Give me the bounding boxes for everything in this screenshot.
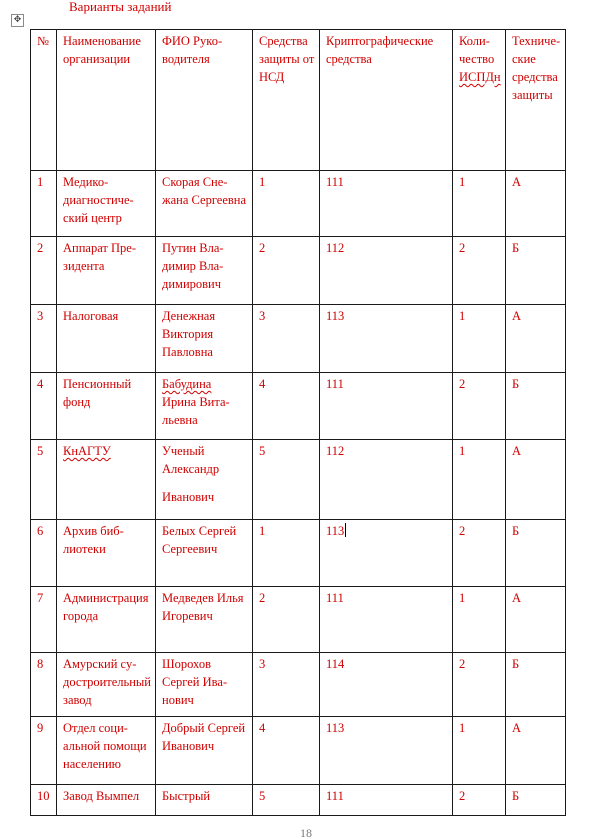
cell-organization: Пенсионный фонд xyxy=(57,373,156,440)
cell-technical: А xyxy=(506,171,566,237)
cell-organization: Медико-диагностический центр xyxy=(57,171,156,237)
director-line-2: Иванович xyxy=(162,490,215,504)
table-row xyxy=(31,373,566,440)
cell-director: Быстрый xyxy=(156,785,253,816)
cell-organization: Завод Вымпел xyxy=(57,785,156,816)
header-row xyxy=(31,30,566,171)
cell-director: Скорая Снежана Сергеевна xyxy=(156,171,253,237)
header-ispdn-label: Количество xyxy=(459,34,495,66)
director-name: Ирина Витальевна xyxy=(162,395,230,427)
cell-technical: Б xyxy=(506,373,566,440)
cell-ispdn: 1 xyxy=(453,587,506,653)
cell-technical: Б xyxy=(506,237,566,305)
cell-nsd: 2 xyxy=(253,587,320,653)
cell-crypto: 114 xyxy=(320,653,453,717)
cell-ispdn: 2 xyxy=(453,373,506,440)
cell-ispdn: 2 xyxy=(453,237,506,305)
cell-organization xyxy=(57,440,156,520)
cell-num: 4 xyxy=(31,373,57,440)
cell-nsd: 1 xyxy=(253,520,320,587)
cell-director xyxy=(156,373,253,440)
text-cursor xyxy=(345,523,346,537)
cell-organization: Отдел социальной помощи населению xyxy=(57,717,156,785)
cell-director: Путин Владимир Владимирович xyxy=(156,237,253,305)
header-director: ФИО Руководителя xyxy=(156,30,253,171)
cell-crypto: 113 xyxy=(320,305,453,373)
cell-nsd: 1 xyxy=(253,171,320,237)
cell-nsd: 4 xyxy=(253,717,320,785)
table-row xyxy=(31,717,566,785)
table-row xyxy=(31,305,566,373)
header-technical-means: Технические средства защиты xyxy=(506,30,566,171)
cell-ispdn: 1 xyxy=(453,171,506,237)
cell-director: Шорохов Сергей Иванович xyxy=(156,653,253,717)
header-crypto: Криптографические средства xyxy=(320,30,453,171)
cell-organization: Администрация города xyxy=(57,587,156,653)
cell-organization: Архив библиотеки xyxy=(57,520,156,587)
cell-nsd: 3 xyxy=(253,305,320,373)
cell-ispdn: 2 xyxy=(453,653,506,717)
page-heading: Варианты заданий xyxy=(69,0,172,14)
director-line-1: Ученый Александр xyxy=(162,444,220,476)
header-nsd-protection: Средства защиты от НСД xyxy=(253,30,320,171)
cell-num: 9 xyxy=(31,717,57,785)
cell-crypto[interactable] xyxy=(320,520,453,587)
cell-crypto: 111 xyxy=(320,373,453,440)
cell-nsd: 3 xyxy=(253,653,320,717)
page-number: 18 xyxy=(300,826,312,839)
table-row xyxy=(31,171,566,237)
variants-table xyxy=(30,29,566,816)
cell-crypto: 111 xyxy=(320,171,453,237)
cell-ispdn: 1 xyxy=(453,305,506,373)
cell-organization: Аппарат Президента xyxy=(57,237,156,305)
cell-num: 10 xyxy=(31,785,57,816)
header-num: № xyxy=(31,30,57,171)
cell-technical: Б xyxy=(506,785,566,816)
cell-director: Медведев Илья Игоревич xyxy=(156,587,253,653)
cell-crypto: 112 xyxy=(320,237,453,305)
cell-director xyxy=(156,440,253,520)
cell-technical: А xyxy=(506,717,566,785)
cell-num: 5 xyxy=(31,440,57,520)
cell-nsd: 5 xyxy=(253,440,320,520)
cell-ispdn: 2 xyxy=(453,520,506,587)
cell-technical: А xyxy=(506,587,566,653)
cell-crypto: 111 xyxy=(320,785,453,816)
cell-num: 6 xyxy=(31,520,57,587)
cell-technical: Б xyxy=(506,653,566,717)
cell-director: Денежная Виктория Павловна xyxy=(156,305,253,373)
header-ispdn-abbr: ИСПДн xyxy=(459,70,501,84)
table-row xyxy=(31,440,566,520)
cell-nsd: 5 xyxy=(253,785,320,816)
table-row xyxy=(31,520,566,587)
cell-num: 1 xyxy=(31,171,57,237)
cell-num: 3 xyxy=(31,305,57,373)
cell-ispdn: 1 xyxy=(453,717,506,785)
cell-nsd: 4 xyxy=(253,373,320,440)
table-move-handle-icon[interactable]: ✥ xyxy=(11,14,24,27)
cell-nsd: 2 xyxy=(253,237,320,305)
cell-organization: Налоговая xyxy=(57,305,156,373)
table-row xyxy=(31,237,566,305)
cell-crypto: 113 xyxy=(320,717,453,785)
organization-name: КнАГТУ xyxy=(63,444,111,458)
cell-num: 8 xyxy=(31,653,57,717)
cell-crypto: 112 xyxy=(320,440,453,520)
table-row xyxy=(31,653,566,717)
table-row xyxy=(31,785,566,816)
cell-director: Добрый Сергей Иванович xyxy=(156,717,253,785)
cell-ispdn: 1 xyxy=(453,440,506,520)
header-organization: Наименование организации xyxy=(57,30,156,171)
table-row xyxy=(31,587,566,653)
cell-director: Белых Сергей Сергеевич xyxy=(156,520,253,587)
cell-technical: Б xyxy=(506,520,566,587)
director-surname: Бабудина xyxy=(162,377,212,391)
cell-organization: Амурский судостроительный завод xyxy=(57,653,156,717)
crypto-value: 113 xyxy=(326,524,345,538)
header-ispdn-count xyxy=(453,30,506,171)
cell-technical: А xyxy=(506,440,566,520)
cell-num: 7 xyxy=(31,587,57,653)
cell-num: 2 xyxy=(31,237,57,305)
cell-technical: А xyxy=(506,305,566,373)
cell-crypto: 111 xyxy=(320,587,453,653)
cell-ispdn: 2 xyxy=(453,785,506,816)
